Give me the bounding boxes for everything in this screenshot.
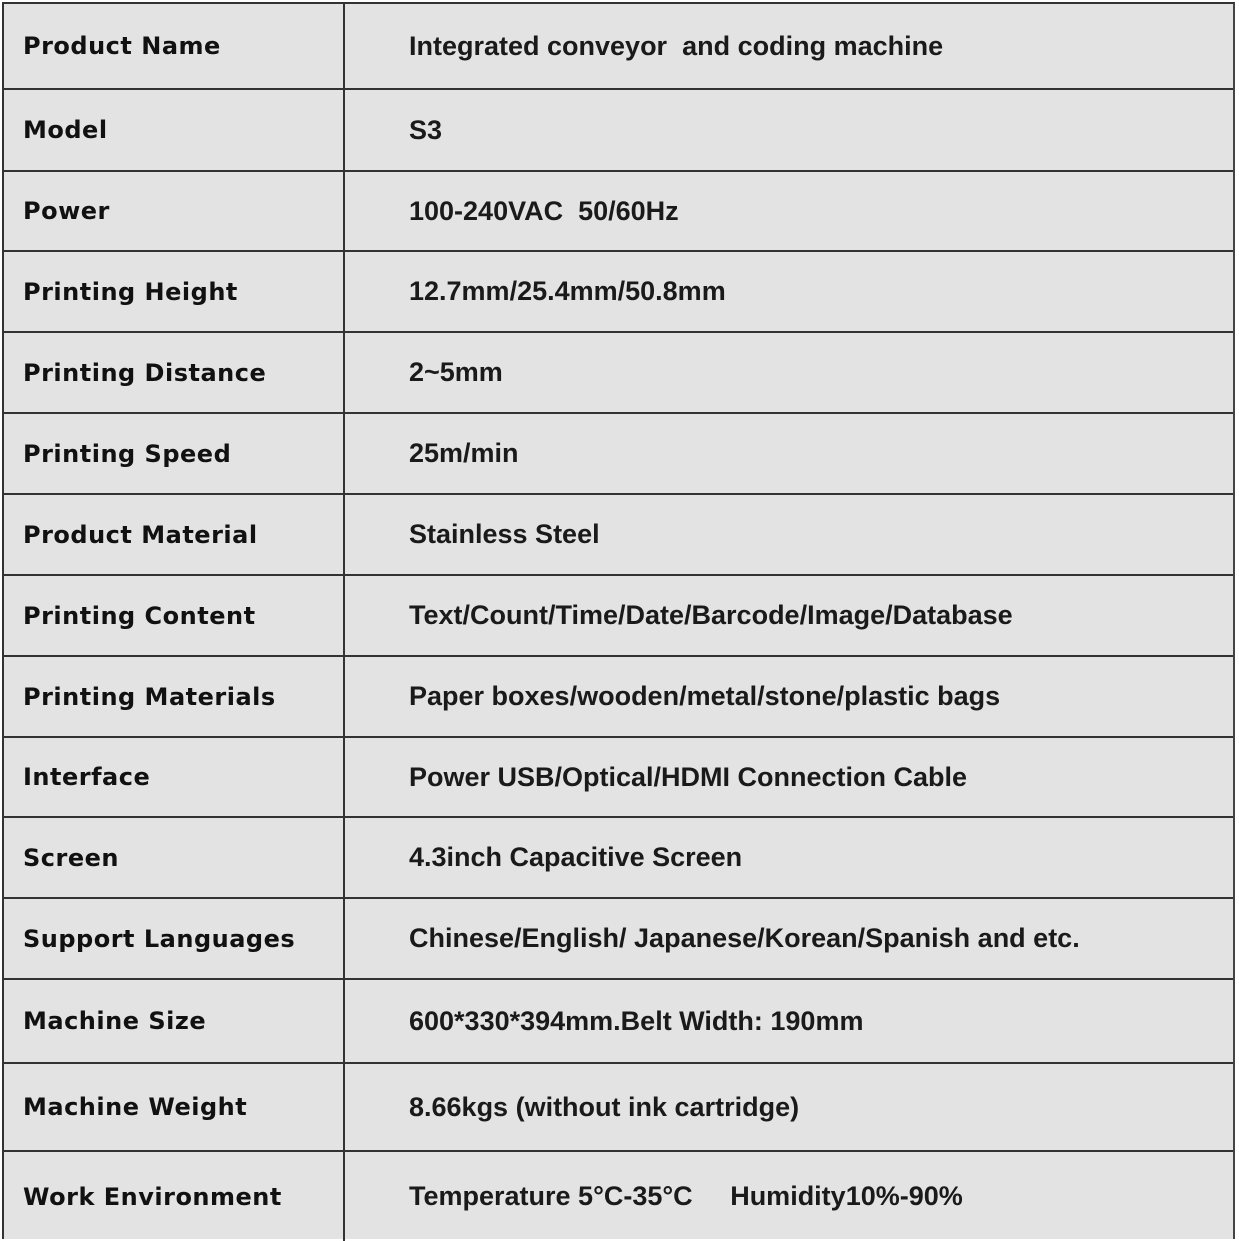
table-row (4, 252, 1233, 333)
spec-label: Screen (4, 818, 345, 897)
spec-value: Power USB/Optical/HDMI Connection Cable (409, 761, 968, 792)
spec-label: Printing Height (4, 252, 345, 331)
spec-value: 25m/min (409, 438, 519, 468)
table-row (4, 1152, 1233, 1241)
spec-table (2, 2, 1235, 1239)
spec-value: 600*330*394mm.Belt Width: 190mm (409, 1005, 864, 1036)
spec-value: 4.3inch Capacitive Screen (409, 842, 743, 872)
spec-label: Support Languages (4, 899, 345, 978)
table-row (4, 495, 1233, 576)
spec-value: 2~5mm (409, 357, 503, 387)
table-row (4, 90, 1233, 172)
table-row (4, 899, 1233, 980)
table-row (4, 657, 1233, 738)
spec-label: Work Environment (4, 1152, 345, 1241)
table-row (4, 738, 1233, 818)
table-row (4, 576, 1233, 657)
table-row (4, 414, 1233, 495)
spec-label: Interface (4, 738, 345, 816)
spec-value: Temperature 5°C-35°C Humidity10%-90% (409, 1181, 963, 1211)
table-row (4, 172, 1233, 252)
spec-value: Text/Count/Time/Date/Barcode/Image/Database (409, 600, 1013, 630)
spec-value: S3 (409, 114, 443, 145)
spec-label: Product Name (4, 4, 345, 88)
spec-label: Machine Size (4, 980, 345, 1062)
table-row (4, 333, 1233, 414)
spec-label: Printing Distance (4, 333, 345, 412)
table-row (4, 1064, 1233, 1152)
table-row (4, 4, 1233, 90)
spec-label: Machine Weight (4, 1064, 345, 1150)
spec-label: Model (4, 90, 345, 170)
spec-label: Printing Materials (4, 657, 345, 736)
spec-value: 12.7mm/25.4mm/50.8mm (409, 276, 726, 306)
table-row (4, 980, 1233, 1064)
spec-value: 8.66kgs (without ink cartridge) (409, 1091, 800, 1122)
spec-value: Chinese/English/ Japanese/Korean/Spanish and etc. (409, 923, 1080, 953)
spec-value: Stainless Steel (409, 519, 600, 549)
spec-value: Integrated conveyor and coding machine (409, 30, 944, 61)
spec-label: Printing Speed (4, 414, 345, 493)
spec-label: Printing Content (4, 576, 345, 655)
spec-value: Paper boxes/wooden/metal/stone/plastic bags (409, 681, 1001, 711)
table-row (4, 818, 1233, 899)
spec-label: Product Material (4, 495, 345, 574)
spec-label: Power (4, 172, 345, 250)
spec-value: 100-240VAC 50/60Hz (409, 195, 679, 226)
